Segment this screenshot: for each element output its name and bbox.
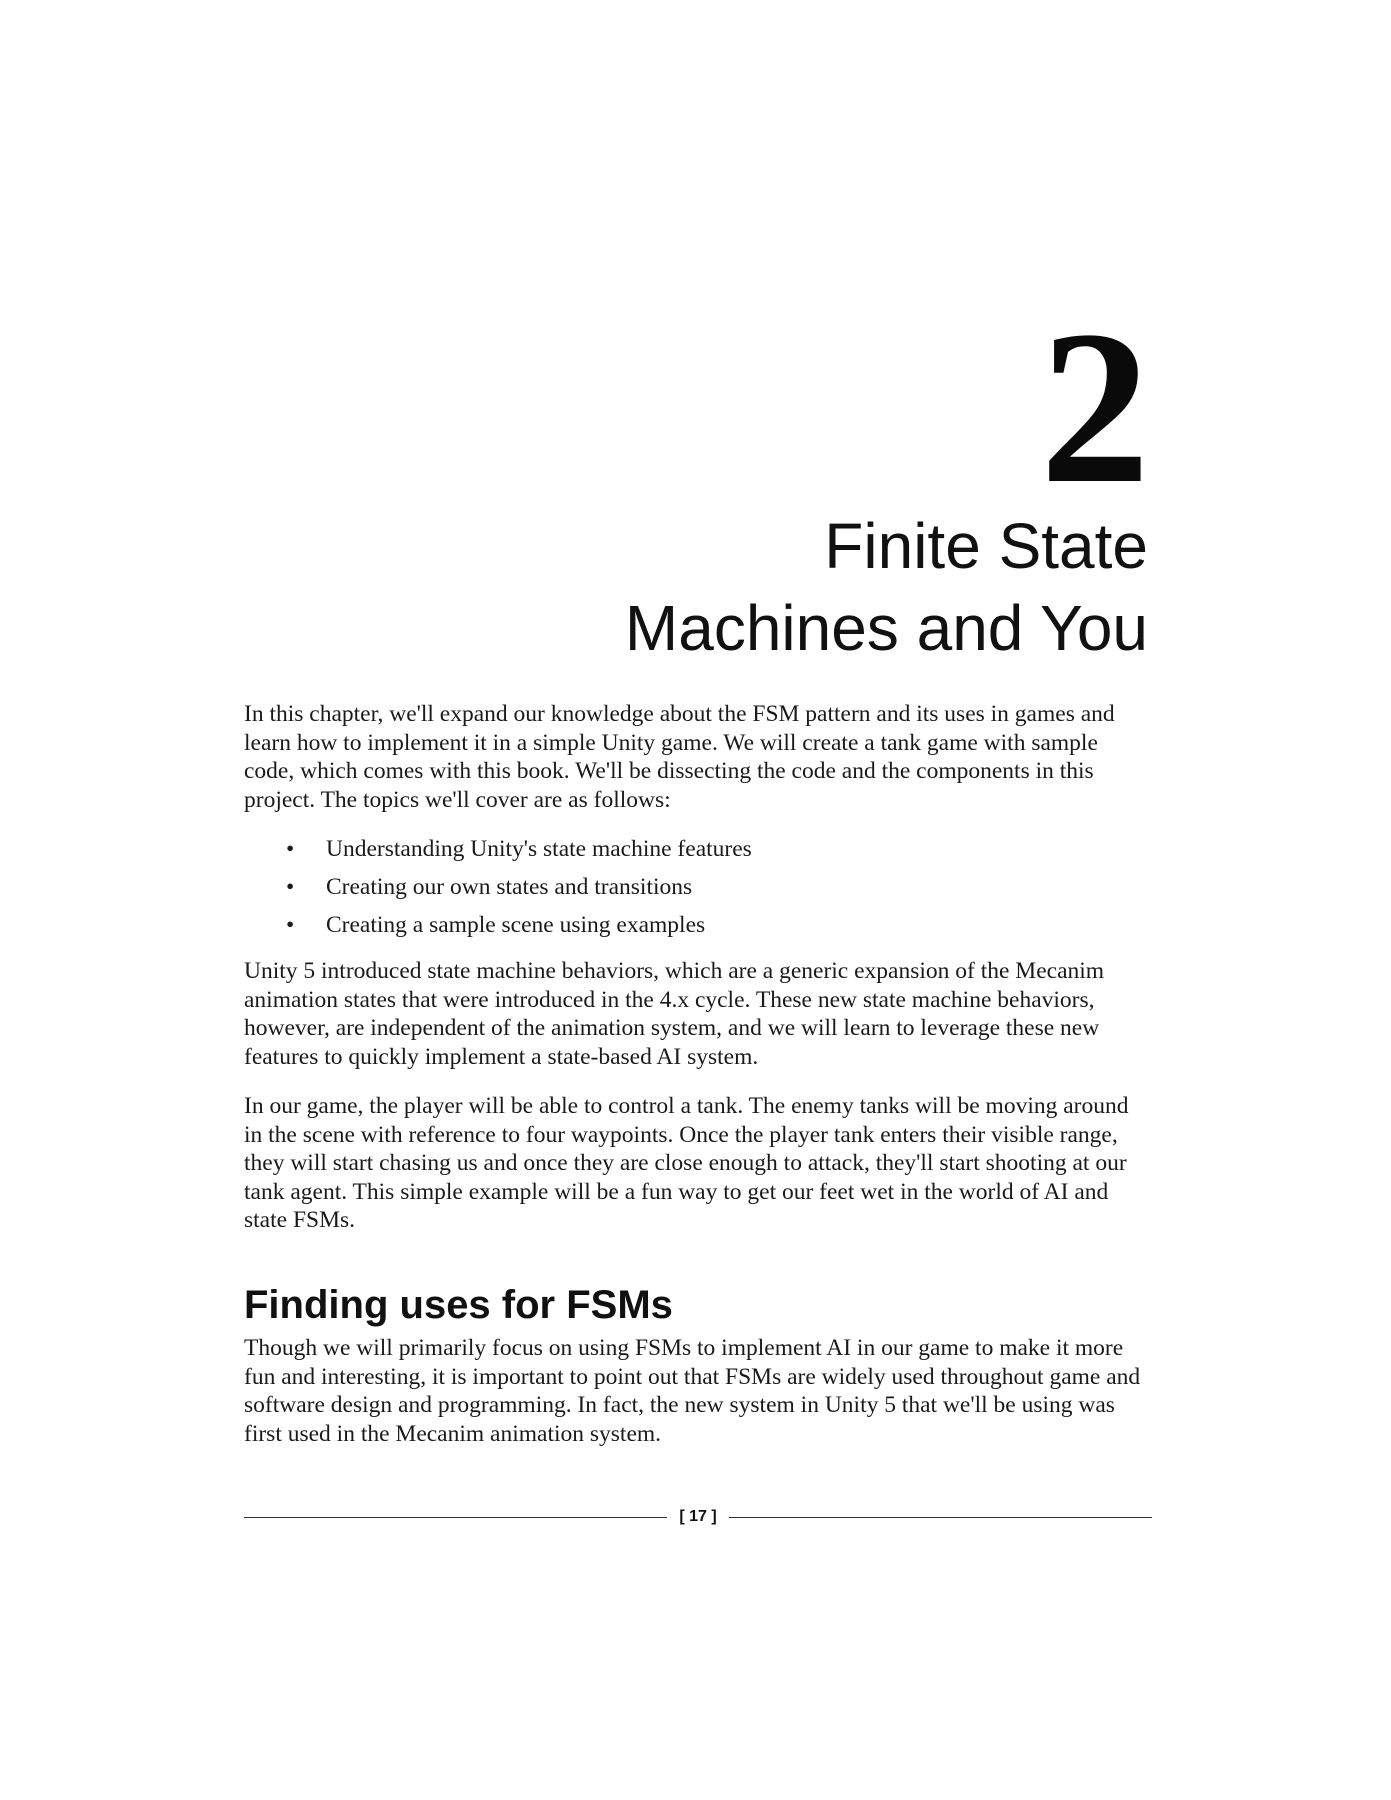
list-item — [244, 873, 1152, 911]
bullet-icon: • — [286, 912, 295, 938]
list-item — [244, 835, 1152, 873]
list-item-text: Creating a sample scene using examples — [326, 912, 706, 938]
list-item-text: Understanding Unity's state machine features — [326, 836, 752, 862]
unity5-paragraph: Unity 5 introduced state machine behaviors, which are a generic expansion of the Mecanim animation states that were introduced in the 4.x cycle. These new state machine behaviors, however, are independent of the animation system, and we will learn to leverage these new features to quickly implement a state-based AI system. — [244, 958, 1105, 1070]
section-heading: Finding uses for FSMs — [244, 1283, 673, 1327]
chapter-number: 2 — [1040, 285, 1150, 529]
intro-paragraph: In this chapter, we'll expand our knowledge about the FSM pattern and its uses in games and learn how to implement it in a simple Unity game. We will create a tank game with sample code, which comes with this book. We'll be dissecting the code and the components in this project. The topics we'll cover are as follows: — [244, 701, 1115, 813]
section-paragraph: Though we will primarily focus on using FSMs to implement AI in our game to make it more fun and interesting, it is important to point out that FSMs are widely used throughout game and software design and programming. In fact, the new system in Unity 5 that we'll be using was first used in the Mecanim animation system. — [244, 1335, 1141, 1447]
page-footer — [244, 1505, 1152, 1529]
chapter-title-line-2: Machines and You — [624, 592, 1148, 664]
footer-rule-left — [244, 1517, 667, 1518]
chapter-title — [500, 505, 1148, 669]
topics-list — [244, 835, 1152, 949]
bullet-icon: • — [286, 836, 295, 862]
footer-rule-right — [729, 1517, 1152, 1518]
game-description-paragraph: In our game, the player will be able to control a tank. The enemy tanks will be moving around in the scene with reference to four waypoints. Once the player tank enters their visible range, they will start chasing us and once they are close enough to attack, they'll start shooting at our tank agent. This simple example will be a fun way to get our feet wet in the world of AI and state FSMs. — [244, 1093, 1129, 1234]
list-item — [244, 911, 1152, 949]
bullet-icon: • — [286, 874, 295, 900]
page-number: [ 17 ] — [679, 1508, 717, 1525]
chapter-title-line-1: Finite State — [824, 510, 1148, 582]
list-item-text: Creating our own states and transitions — [326, 874, 693, 900]
